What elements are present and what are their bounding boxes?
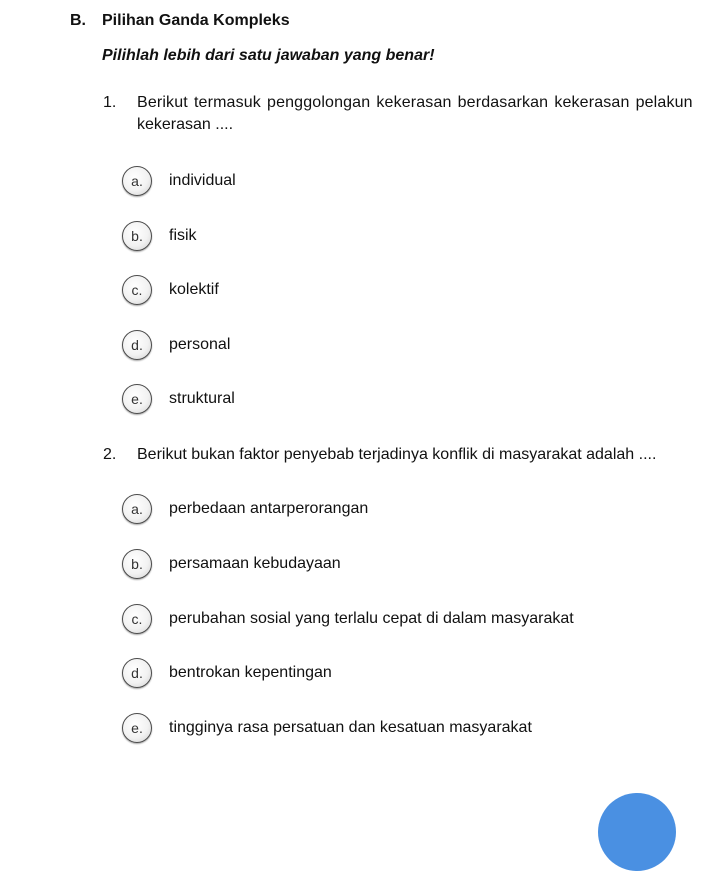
option-letter-badge[interactable]: a.	[122, 494, 152, 524]
option-1-b[interactable]	[122, 221, 197, 251]
option-letter-badge[interactable]: e.	[122, 384, 152, 414]
option-text: struktural	[169, 390, 235, 407]
question-text-line2: kekerasan ....	[137, 116, 234, 133]
option-2-c[interactable]	[122, 604, 574, 634]
option-text: fisik	[169, 227, 197, 244]
section-letter: B.	[70, 12, 86, 29]
question-1	[103, 92, 693, 136]
section-title	[70, 12, 290, 30]
option-2-a[interactable]	[122, 494, 368, 524]
option-text: tingginya rasa persatuan dan kesatuan masyarakat	[169, 719, 532, 736]
option-2-b[interactable]	[122, 549, 341, 579]
floating-action-button[interactable]	[598, 793, 676, 871]
option-text: individual	[169, 172, 236, 189]
option-text: perubahan sosial yang terlalu cepat di dalam masyarakat	[169, 610, 574, 627]
option-letter-badge[interactable]: d.	[122, 330, 152, 360]
question-text-line1: Berikut termasuk penggolongan kekerasan berdasarkan kekerasan pelakun	[137, 94, 693, 111]
option-letter-badge[interactable]: d.	[122, 658, 152, 688]
option-1-d[interactable]	[122, 330, 230, 360]
option-1-a[interactable]	[122, 166, 236, 196]
section-title-text: Pilihan Ganda Kompleks	[102, 12, 290, 29]
question-number: 2.	[103, 446, 117, 463]
option-text: perbedaan antarperorangan	[169, 500, 369, 517]
option-letter-badge[interactable]: c.	[122, 275, 152, 305]
option-letter-badge[interactable]: b.	[122, 221, 152, 251]
option-1-e[interactable]	[122, 384, 235, 414]
option-letter-badge[interactable]: a.	[122, 166, 152, 196]
option-text: kolektif	[169, 281, 219, 298]
option-letter-badge[interactable]: c.	[122, 604, 152, 634]
option-text: personal	[169, 336, 231, 353]
option-text: bentrokan kepentingan	[169, 664, 332, 681]
option-2-e[interactable]	[122, 713, 532, 743]
instruction-text: Pilihlah lebih dari satu jawaban yang benar!	[102, 47, 435, 64]
option-letter-badge[interactable]: b.	[122, 549, 152, 579]
option-1-c[interactable]	[122, 275, 219, 305]
question-2	[103, 444, 656, 466]
option-letter-badge[interactable]: e.	[122, 713, 152, 743]
question-number: 1.	[103, 94, 117, 111]
option-2-d[interactable]	[122, 658, 332, 688]
option-text: persamaan kebudayaan	[169, 555, 341, 572]
question-text-line1: Berikut bukan faktor penyebab terjadinya konflik di masyarakat adalah ....	[137, 446, 657, 463]
